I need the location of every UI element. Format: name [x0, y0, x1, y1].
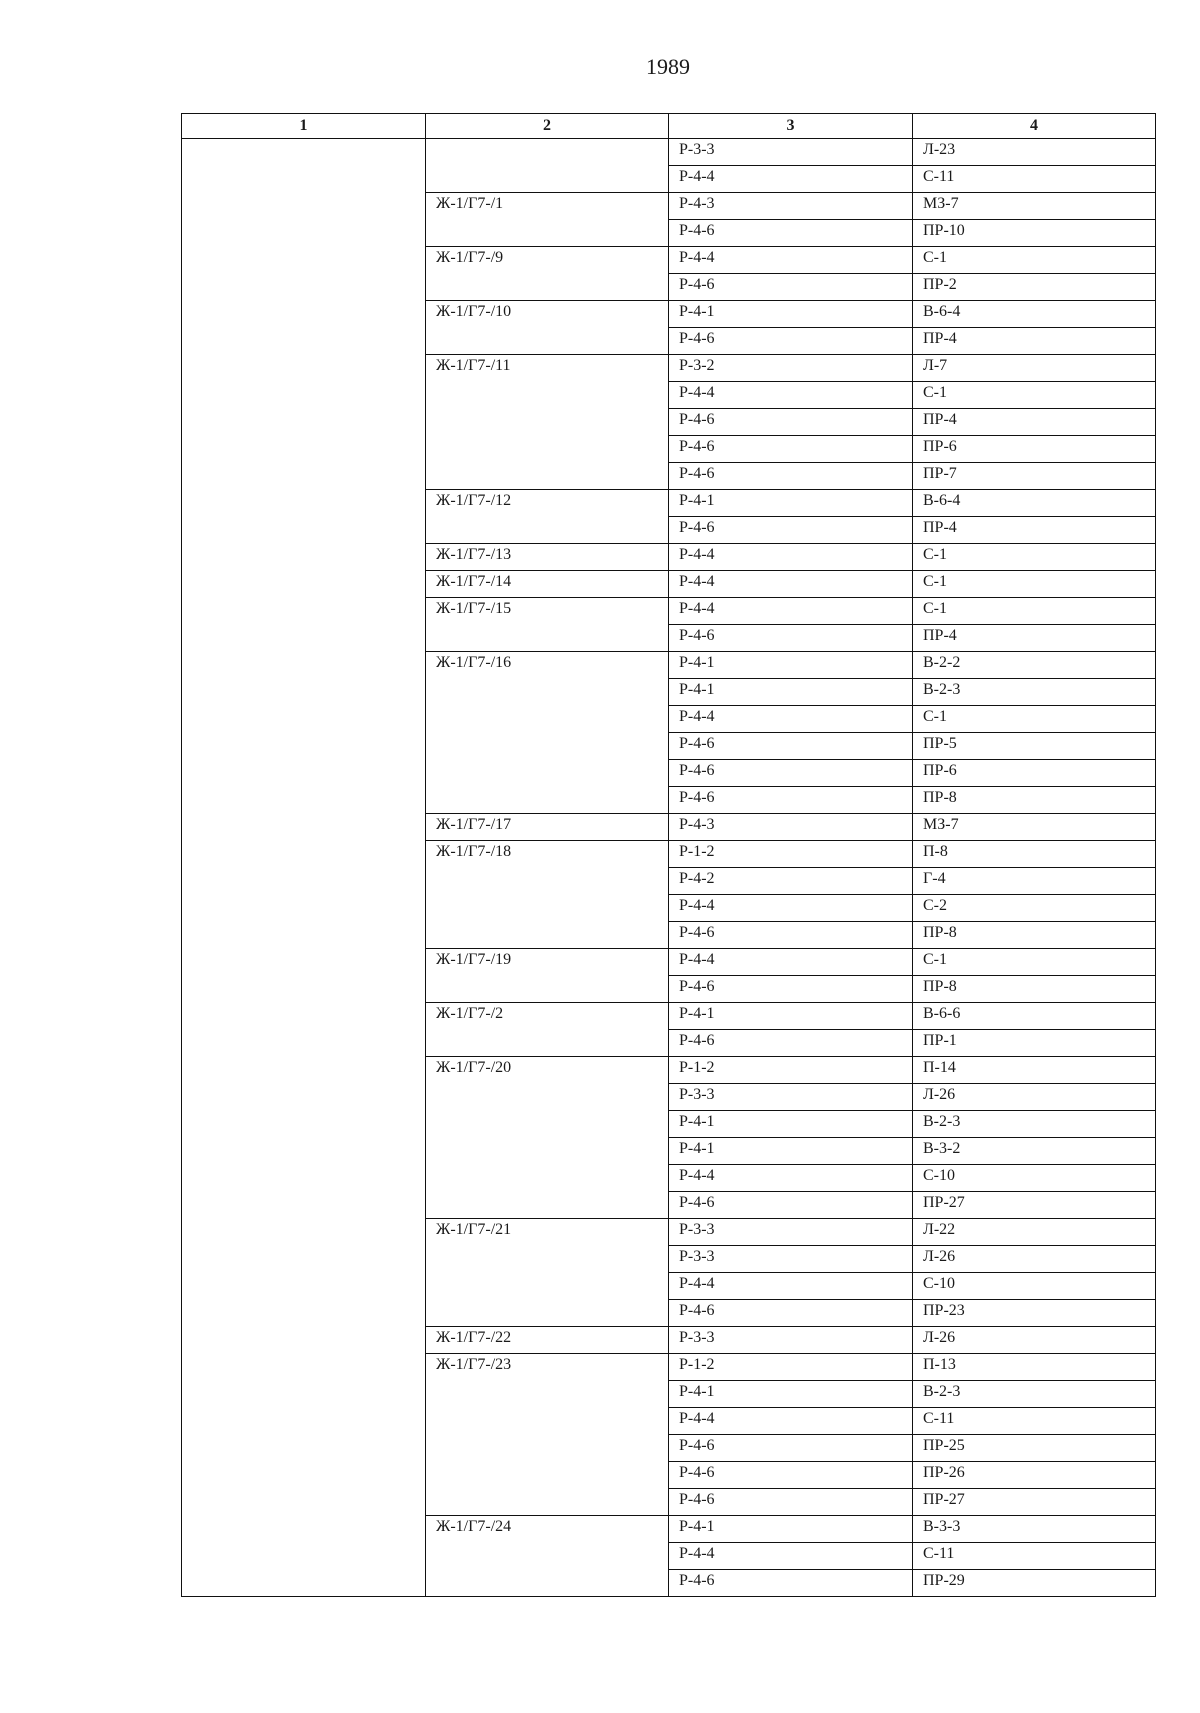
column-4-cell: ПР-8	[913, 787, 1156, 814]
column-4-cell: ПР-26	[913, 1462, 1156, 1489]
column-3-cell: Р-4-3	[669, 193, 913, 220]
column-3-cell: Р-4-1	[669, 1003, 913, 1030]
column-4-cell: ПР-4	[913, 328, 1156, 355]
column-3-cell: Р-4-6	[669, 1192, 913, 1219]
column-3-cell: Р-4-1	[669, 1381, 913, 1408]
column-4-cell: П-13	[913, 1354, 1156, 1381]
column-4-cell: Л-23	[913, 139, 1156, 166]
column-3-cell: Р-1-2	[669, 1057, 913, 1084]
column-3-cell: Р-4-1	[669, 301, 913, 328]
column-3-cell: Р-4-1	[669, 1111, 913, 1138]
column-4-cell: Л-26	[913, 1084, 1156, 1111]
column-3-cell: Р-4-4	[669, 1408, 913, 1435]
column-3-cell: Р-1-2	[669, 1354, 913, 1381]
column-4-cell: ПР-29	[913, 1570, 1156, 1597]
column-4-cell: С-1	[913, 571, 1156, 598]
group-code-cell: Ж-1/Г7-/2	[426, 1003, 669, 1057]
column-3-cell: Р-4-6	[669, 436, 913, 463]
column-4-cell: С-2	[913, 895, 1156, 922]
group-code-cell: Ж-1/Г7-/13	[426, 544, 669, 571]
column-header-2: 2	[426, 114, 669, 139]
table-header	[182, 114, 1156, 139]
column-4-cell: ПР-27	[913, 1192, 1156, 1219]
column-4-cell: С-1	[913, 706, 1156, 733]
column-3-cell: Р-1-2	[669, 841, 913, 868]
column-3-cell: Р-4-6	[669, 760, 913, 787]
group-code-cell: Ж-1/Г7-/14	[426, 571, 669, 598]
column-3-cell: Р-4-4	[669, 571, 913, 598]
column-3-cell: Р-4-6	[669, 409, 913, 436]
column-3-cell: Р-4-4	[669, 706, 913, 733]
group-code-cell	[426, 139, 669, 193]
column-3-cell: Р-4-4	[669, 166, 913, 193]
column-3-cell: Р-3-3	[669, 139, 913, 166]
column-3-cell: Р-4-4	[669, 247, 913, 274]
column-3-cell: Р-4-4	[669, 895, 913, 922]
column-4-cell: С-10	[913, 1165, 1156, 1192]
group-code-cell: Ж-1/Г7-/12	[426, 490, 669, 544]
column-4-cell: ПР-2	[913, 274, 1156, 301]
group-code-cell: Ж-1/Г7-/10	[426, 301, 669, 355]
group-code-cell: Ж-1/Г7-/9	[426, 247, 669, 301]
column-4-cell: С-1	[913, 544, 1156, 571]
column-3-cell: Р-4-6	[669, 517, 913, 544]
column-3-cell: Р-4-6	[669, 274, 913, 301]
column-3-cell: Р-3-3	[669, 1084, 913, 1111]
column-header-3: 3	[669, 114, 913, 139]
column-4-cell: В-3-2	[913, 1138, 1156, 1165]
column-4-cell: Л-26	[913, 1327, 1156, 1354]
group-code-cell: Ж-1/Г7-/24	[426, 1516, 669, 1597]
column-3-cell: Р-4-6	[669, 733, 913, 760]
column-4-cell: МЗ-7	[913, 814, 1156, 841]
column-4-cell: МЗ-7	[913, 193, 1156, 220]
column-4-cell: Л-7	[913, 355, 1156, 382]
column-3-cell: Р-4-6	[669, 625, 913, 652]
group-code-cell: Ж-1/Г7-/19	[426, 949, 669, 1003]
column-header-4: 4	[913, 114, 1156, 139]
column-4-cell: Г-4	[913, 868, 1156, 895]
group-code-cell: Ж-1/Г7-/1	[426, 193, 669, 247]
column-4-cell: Л-22	[913, 1219, 1156, 1246]
column-4-cell: ПР-5	[913, 733, 1156, 760]
column-4-cell: В-3-3	[913, 1516, 1156, 1543]
column-4-cell: В-2-3	[913, 679, 1156, 706]
column-3-cell: Р-4-4	[669, 382, 913, 409]
column-4-cell: ПР-8	[913, 922, 1156, 949]
group-code-cell: Ж-1/Г7-/16	[426, 652, 669, 814]
column-3-cell: Р-4-4	[669, 1273, 913, 1300]
column-4-cell: ПР-6	[913, 760, 1156, 787]
page-number: 1989	[646, 54, 690, 79]
column-4-cell: В-6-4	[913, 301, 1156, 328]
column-4-cell: С-1	[913, 598, 1156, 625]
column-3-cell: Р-4-6	[669, 922, 913, 949]
column-3-cell: Р-4-1	[669, 1516, 913, 1543]
column-3-cell: Р-4-1	[669, 652, 913, 679]
column-4-cell: ПР-10	[913, 220, 1156, 247]
column-3-cell: Р-4-4	[669, 544, 913, 571]
column-3-cell: Р-4-6	[669, 1435, 913, 1462]
column-1-cell	[182, 139, 426, 1597]
column-3-cell: Р-3-3	[669, 1246, 913, 1273]
column-4-cell: ПР-7	[913, 463, 1156, 490]
column-4-cell: В-2-3	[913, 1381, 1156, 1408]
column-3-cell: Р-4-6	[669, 1300, 913, 1327]
data-table	[181, 113, 1156, 1597]
column-4-cell: С-11	[913, 166, 1156, 193]
column-4-cell: ПР-1	[913, 1030, 1156, 1057]
header-row	[182, 114, 1156, 139]
column-4-cell: В-2-3	[913, 1111, 1156, 1138]
column-3-cell: Р-4-6	[669, 1570, 913, 1597]
group-code-cell: Ж-1/Г7-/15	[426, 598, 669, 652]
group-code-cell: Ж-1/Г7-/21	[426, 1219, 669, 1327]
column-4-cell: С-1	[913, 247, 1156, 274]
column-3-cell: Р-4-2	[669, 868, 913, 895]
column-4-cell: С-1	[913, 949, 1156, 976]
column-4-cell: П-8	[913, 841, 1156, 868]
column-3-cell: Р-4-3	[669, 814, 913, 841]
column-4-cell: ПР-4	[913, 409, 1156, 436]
column-3-cell: Р-4-6	[669, 1030, 913, 1057]
column-4-cell: ПР-4	[913, 625, 1156, 652]
column-3-cell: Р-4-4	[669, 1543, 913, 1570]
column-3-cell: Р-4-4	[669, 598, 913, 625]
group-code-cell: Ж-1/Г7-/23	[426, 1354, 669, 1516]
column-4-cell: С-10	[913, 1273, 1156, 1300]
column-4-cell: П-14	[913, 1057, 1156, 1084]
group-code-cell: Ж-1/Г7-/18	[426, 841, 669, 949]
group-code-cell: Ж-1/Г7-/22	[426, 1327, 669, 1354]
column-4-cell: В-6-6	[913, 1003, 1156, 1030]
group-code-cell: Ж-1/Г7-/11	[426, 355, 669, 490]
column-3-cell: Р-3-3	[669, 1327, 913, 1354]
group-code-cell: Ж-1/Г7-/17	[426, 814, 669, 841]
column-4-cell: В-6-4	[913, 490, 1156, 517]
table-row	[182, 139, 1156, 166]
column-3-cell: Р-4-1	[669, 1138, 913, 1165]
column-header-1: 1	[182, 114, 426, 139]
column-4-cell: С-11	[913, 1408, 1156, 1435]
column-4-cell: С-11	[913, 1543, 1156, 1570]
column-3-cell: Р-4-4	[669, 949, 913, 976]
column-3-cell: Р-4-6	[669, 976, 913, 1003]
column-3-cell: Р-4-6	[669, 787, 913, 814]
column-3-cell: Р-4-1	[669, 490, 913, 517]
column-4-cell: ПР-8	[913, 976, 1156, 1003]
column-4-cell: ПР-25	[913, 1435, 1156, 1462]
column-4-cell: В-2-2	[913, 652, 1156, 679]
column-4-cell: ПР-27	[913, 1489, 1156, 1516]
column-3-cell: Р-3-2	[669, 355, 913, 382]
column-4-cell: С-1	[913, 382, 1156, 409]
table-body	[182, 139, 1156, 1597]
column-3-cell: Р-4-6	[669, 463, 913, 490]
column-3-cell: Р-4-6	[669, 1489, 913, 1516]
column-4-cell: ПР-23	[913, 1300, 1156, 1327]
column-3-cell: Р-4-6	[669, 328, 913, 355]
column-4-cell: ПР-4	[913, 517, 1156, 544]
column-3-cell: Р-4-4	[669, 1165, 913, 1192]
group-code-cell: Ж-1/Г7-/20	[426, 1057, 669, 1219]
column-4-cell: ПР-6	[913, 436, 1156, 463]
column-3-cell: Р-4-6	[669, 1462, 913, 1489]
column-3-cell: Р-3-3	[669, 1219, 913, 1246]
column-3-cell: Р-4-1	[669, 679, 913, 706]
column-3-cell: Р-4-6	[669, 220, 913, 247]
column-4-cell: Л-26	[913, 1246, 1156, 1273]
